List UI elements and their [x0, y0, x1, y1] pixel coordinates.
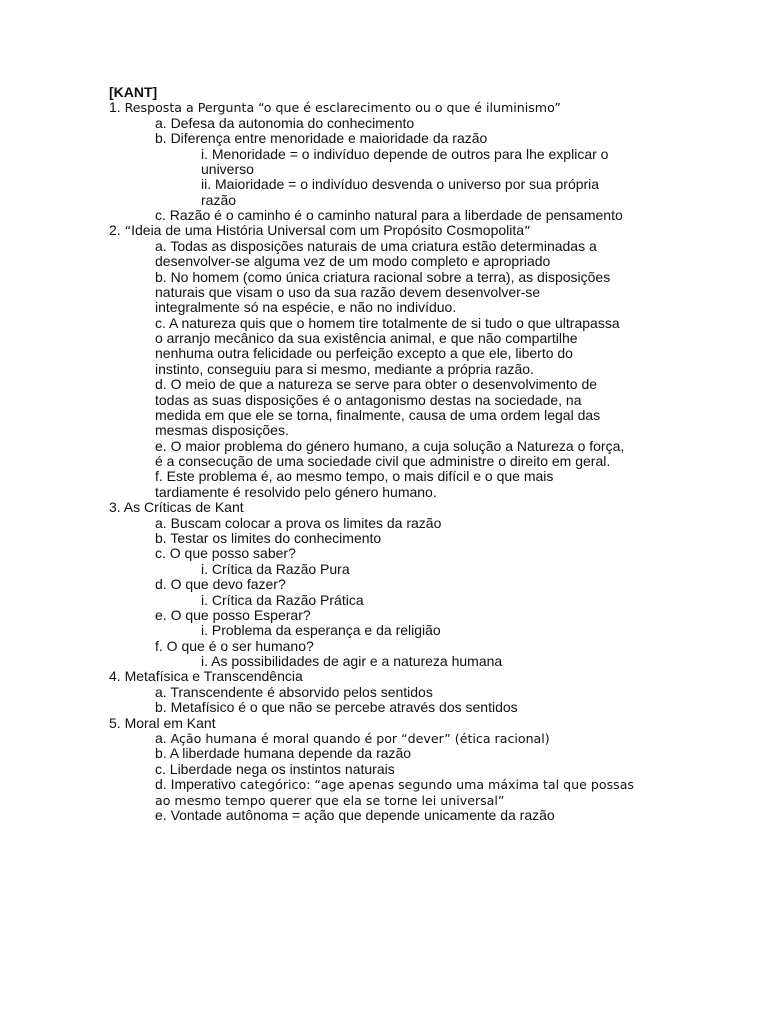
section-1-heading: [109, 100, 561, 115]
close-quote: ”: [524, 223, 531, 238]
list-item-continuation: mesmas disposições.: [155, 422, 289, 438]
list-marker: a.: [155, 730, 171, 746]
list-item: c. Liberdade nega os instintos naturais: [155, 761, 395, 777]
list-item: c. A natureza quis que o homem tire totalmente de si tudo o que ultrapassa: [155, 315, 620, 331]
section-title: Resposta a Pergunta “o que é esclarecimento ou o que é iluminismo”: [124, 100, 561, 115]
list-item: b. No homem (como única criatura racional sobre a terra), as disposições: [155, 269, 611, 285]
list-item: b. A liberdade humana depende da razão: [155, 745, 412, 761]
list-item-continuation: desenvolver-se alguma vez de um modo completo e apropriado: [155, 253, 551, 269]
list-item: i. Crítica da Razão Pura: [201, 561, 350, 577]
list-item: f. Este problema é, ao mesmo tempo, o mais difícil e o que mais: [155, 468, 554, 484]
list-item-continuation: razão: [201, 192, 237, 208]
section-2-heading: [109, 223, 531, 238]
list-item: a. Transcendente é absorvido pelos sentidos: [155, 684, 433, 700]
list-item-continuation: instinto, conseguiu para si mesmo, mediante a própria razão.: [155, 361, 534, 377]
section-4-heading: 4. Metafísica e Transcendência: [109, 668, 303, 684]
list-item: i. Problema da esperança e da religião: [201, 622, 441, 638]
list-item: d. O que devo fazer?: [155, 576, 286, 592]
list-item: i. As possibilidades de agir e a natureza humana: [201, 653, 503, 669]
list-item-continuation: é a consecução de uma sociedade civil que administre o direito em geral.: [155, 453, 611, 469]
list-item: e. O que posso Esperar?: [155, 607, 311, 623]
list-item: a. Todas as disposições naturais de uma criatura estão determinadas a: [155, 238, 597, 254]
list-item: c. Razão é o caminho é o caminho natural para a liberdade de pensamento: [155, 207, 623, 223]
list-item-continuation: o arranjo mecânico da sua existência animal, e que não compartilhe: [155, 330, 578, 346]
document-title: [KANT]: [109, 84, 158, 100]
list-text-quote: categórico: “age apenas segundo uma máxima tal que possas: [239, 777, 634, 792]
section-number: 1.: [109, 99, 125, 115]
list-item-continuation: medida em que ele se torna, finalmente, causa de uma ordem legal das: [155, 407, 601, 423]
section-3-heading: 3. As Críticas de Kant: [109, 499, 244, 515]
list-item: d. O meio de que a natureza se serve para obter o desenvolvimento de: [155, 376, 598, 392]
open-quote: “: [124, 223, 132, 238]
list-item-continuation: naturais que visam o uso da sua razão devem desenvolver-se: [155, 284, 541, 300]
list-item-continuation: tardiamente é resolvido pelo género humano.: [155, 484, 437, 500]
list-item: a. Defesa da autonomia do conhecimento: [155, 115, 415, 131]
list-item: b. Testar os limites do conhecimento: [155, 530, 382, 546]
list-item: b. Diferença entre menoridade e maioridade da razão: [155, 130, 488, 146]
list-item: e. O maior problema do género humano, a cuja solução a Natureza o força,: [155, 438, 625, 454]
list-item: e. Vontade autônoma = ação que depende unicamente da razão: [155, 807, 555, 823]
list-text: d. Imperativo: [155, 776, 240, 792]
list-item-continuation: integralmente só na espécie, e não no indivíduo.: [155, 299, 457, 315]
list-item: i. Menoridade = o indivíduo depende de outros para lhe explicar o: [201, 146, 609, 162]
list-item-continuation: todas as suas disposições é o antagonismo destas na sociedade, na: [155, 392, 582, 408]
list-item: f. O que é o ser humano?: [155, 638, 314, 654]
list-item: [155, 777, 634, 792]
list-item-continuation: ao mesmo tempo querer que ela se torne lei universal”: [155, 793, 505, 808]
list-item: c. O que posso saber?: [155, 545, 296, 561]
list-text: Ação humana é moral quando é por “dever” (ética racional): [170, 731, 550, 746]
list-item: i. Crítica da Razão Prática: [201, 592, 364, 608]
list-item-continuation: universo: [201, 161, 254, 177]
section-number: 2.: [109, 222, 125, 238]
list-item: ii. Maioridade = o indivíduo desvenda o universo por sua própria: [201, 176, 600, 192]
list-item: b. Metafísico é o que não se percebe através dos sentidos: [155, 699, 518, 715]
list-item: a. Buscam colocar a prova os limites da razão: [155, 515, 442, 531]
list-item-continuation: nenhuma outra felicidade ou perfeição excepto a que ele, liberto do: [155, 345, 573, 361]
section-5-heading: 5. Moral em Kant: [109, 715, 216, 731]
section-title: Ideia de uma História Universal com um Propósito Cosmopolita: [131, 222, 525, 238]
